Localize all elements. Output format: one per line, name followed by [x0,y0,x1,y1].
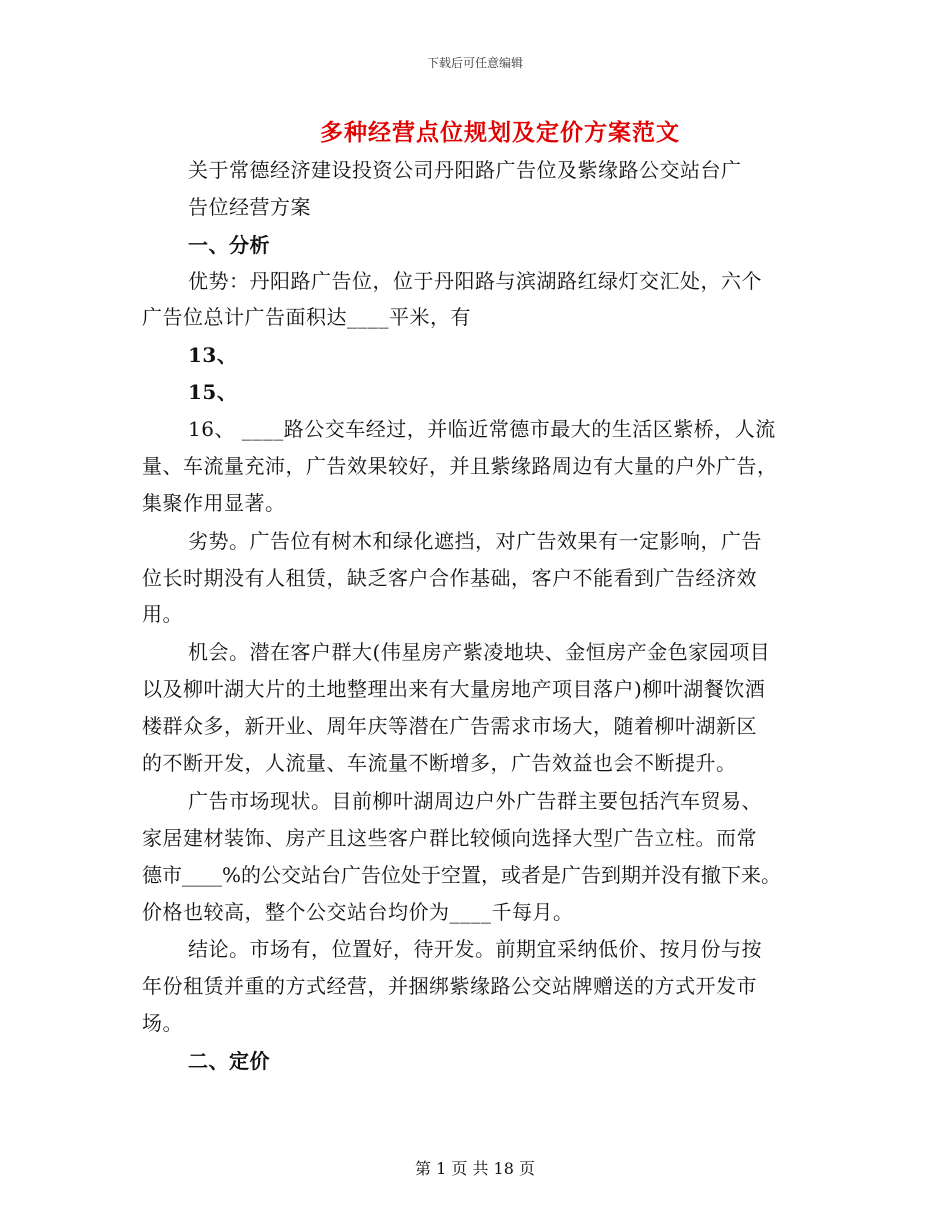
body-line: 结论。市场有，位置好，待开发。前期宜采纳低价、按月份与按 [188,937,762,961]
body-line: 家居建材装饰、房产且这些客户群比较倾向选择大型广告立柱。而常 [142,826,757,850]
page-number: 第 1 页 共 18 页 [415,1159,535,1178]
body-line: 德市____%的公交站台广告位处于空置，或者是广告到期并没有撤下来。 [142,863,782,887]
body-line: 集聚作用显著。 [142,491,286,515]
body-line: 15、 [188,380,238,404]
body-line: 价格也较高，整个公交站台均价为____千每月。 [142,900,574,924]
body-line: 13、 [188,343,238,367]
section-heading: 一、分析 [188,233,270,257]
body-line: 16、 ____路公交车经过，并临近常德市最大的生活区紫桥，人流 [188,417,776,441]
body-line: 位长时期没有人租赁，缺乏客户合作基础，客户不能看到广告经济效 [142,566,757,590]
body-line: 场。 [142,1011,183,1035]
body-line: 优势：丹阳路广告位，位于丹阳路与滨湖路红绿灯交汇处，六个 [188,269,762,293]
document-title: 多种经营点位规划及定价方案范文 [320,119,680,146]
body-line: 劣势。广告位有树木和绿化遮挡，对广告效果有一定影响，广告 [188,529,762,553]
body-line: 量、车流量充沛，广告效果较好，并且紫缘路周边有大量的户外广告， [142,454,778,478]
body-line: 广告市场现状。目前柳叶湖周边户外广告群主要包括汽车贸易、 [188,789,762,813]
body-line: 年份租赁并重的方式经营，并捆绑紫缘路公交站牌赠送的方式开发市 [142,974,757,998]
body-line: 广告位总计广告面积达____平米，有 [142,305,471,329]
body-line: 的不断开发，人流量、车流量不断增多，广告效益也会不断提升。 [142,751,737,775]
section-heading: 二、定价 [188,1049,270,1073]
body-line: 以及柳叶湖大片的土地整理出来有大量房地产项目落户)柳叶湖餐饮酒 [142,677,766,701]
body-line: 楼群众多，新开业、周年庆等潜在广告需求市场大，随着柳叶湖新区 [142,714,757,738]
body-line: 机会。潜在客户群大(伟星房产紫凌地块、金恒房产金色家园项目 [188,640,771,664]
body-line: 关于常德经济建设投资公司丹阳路广告位及紫缘路公交站台广 [188,158,742,182]
body-line: 告位经营方案 [188,195,311,219]
header-note: 下载后可任意编辑 [426,56,523,70]
body-line: 用。 [142,602,183,626]
